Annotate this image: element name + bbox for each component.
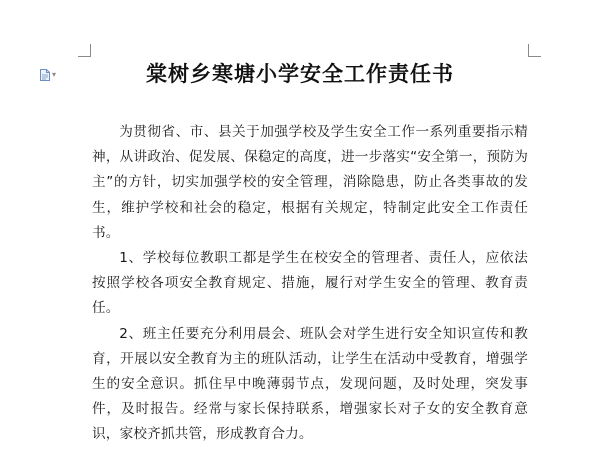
paragraph-item-1: 1、学校每位教职工都是学生在校安全的管理者、责任人，应依法按照学校各项安全教育规定、措施，履行对学生安全的管理、教育责任。 xyxy=(92,250,528,317)
document-title: 棠树乡寒塘小学安全工作责任书 xyxy=(146,61,454,86)
chevron-down-icon: ▾ xyxy=(52,70,57,79)
paragraph-item-2: 2、班主任要充分利用晨会、班队会对学生进行安全知识宣传和教育，开展以安全教育为主的班队活动，让学生在活动中受教育，增强学生的安全意识。抓住早中晚薄弱节点，发现问题，及时处理，突发事件，及时报告。经常与家长保持联系，增强家长对子女的安全教育意识，家校齐抓共管，形成教育合力。 xyxy=(92,325,528,443)
document-body xyxy=(92,120,528,448)
margin-corner-top-left xyxy=(78,44,91,57)
paragraph-intro: 为贯彻省、市、县关于加强学校及学生安全工作一系列重要指示精神，从讲政治、促发展、保稳定的高度，进一步落实“安全第一，预防为主”的方针，切实加强学校的安全管理，消除隐患，防止各类事故的发生，维护学校和社会的稳定，根据有关规定，特制定此安全工作责任书。 xyxy=(92,124,528,241)
margin-corner-top-right xyxy=(528,44,541,57)
